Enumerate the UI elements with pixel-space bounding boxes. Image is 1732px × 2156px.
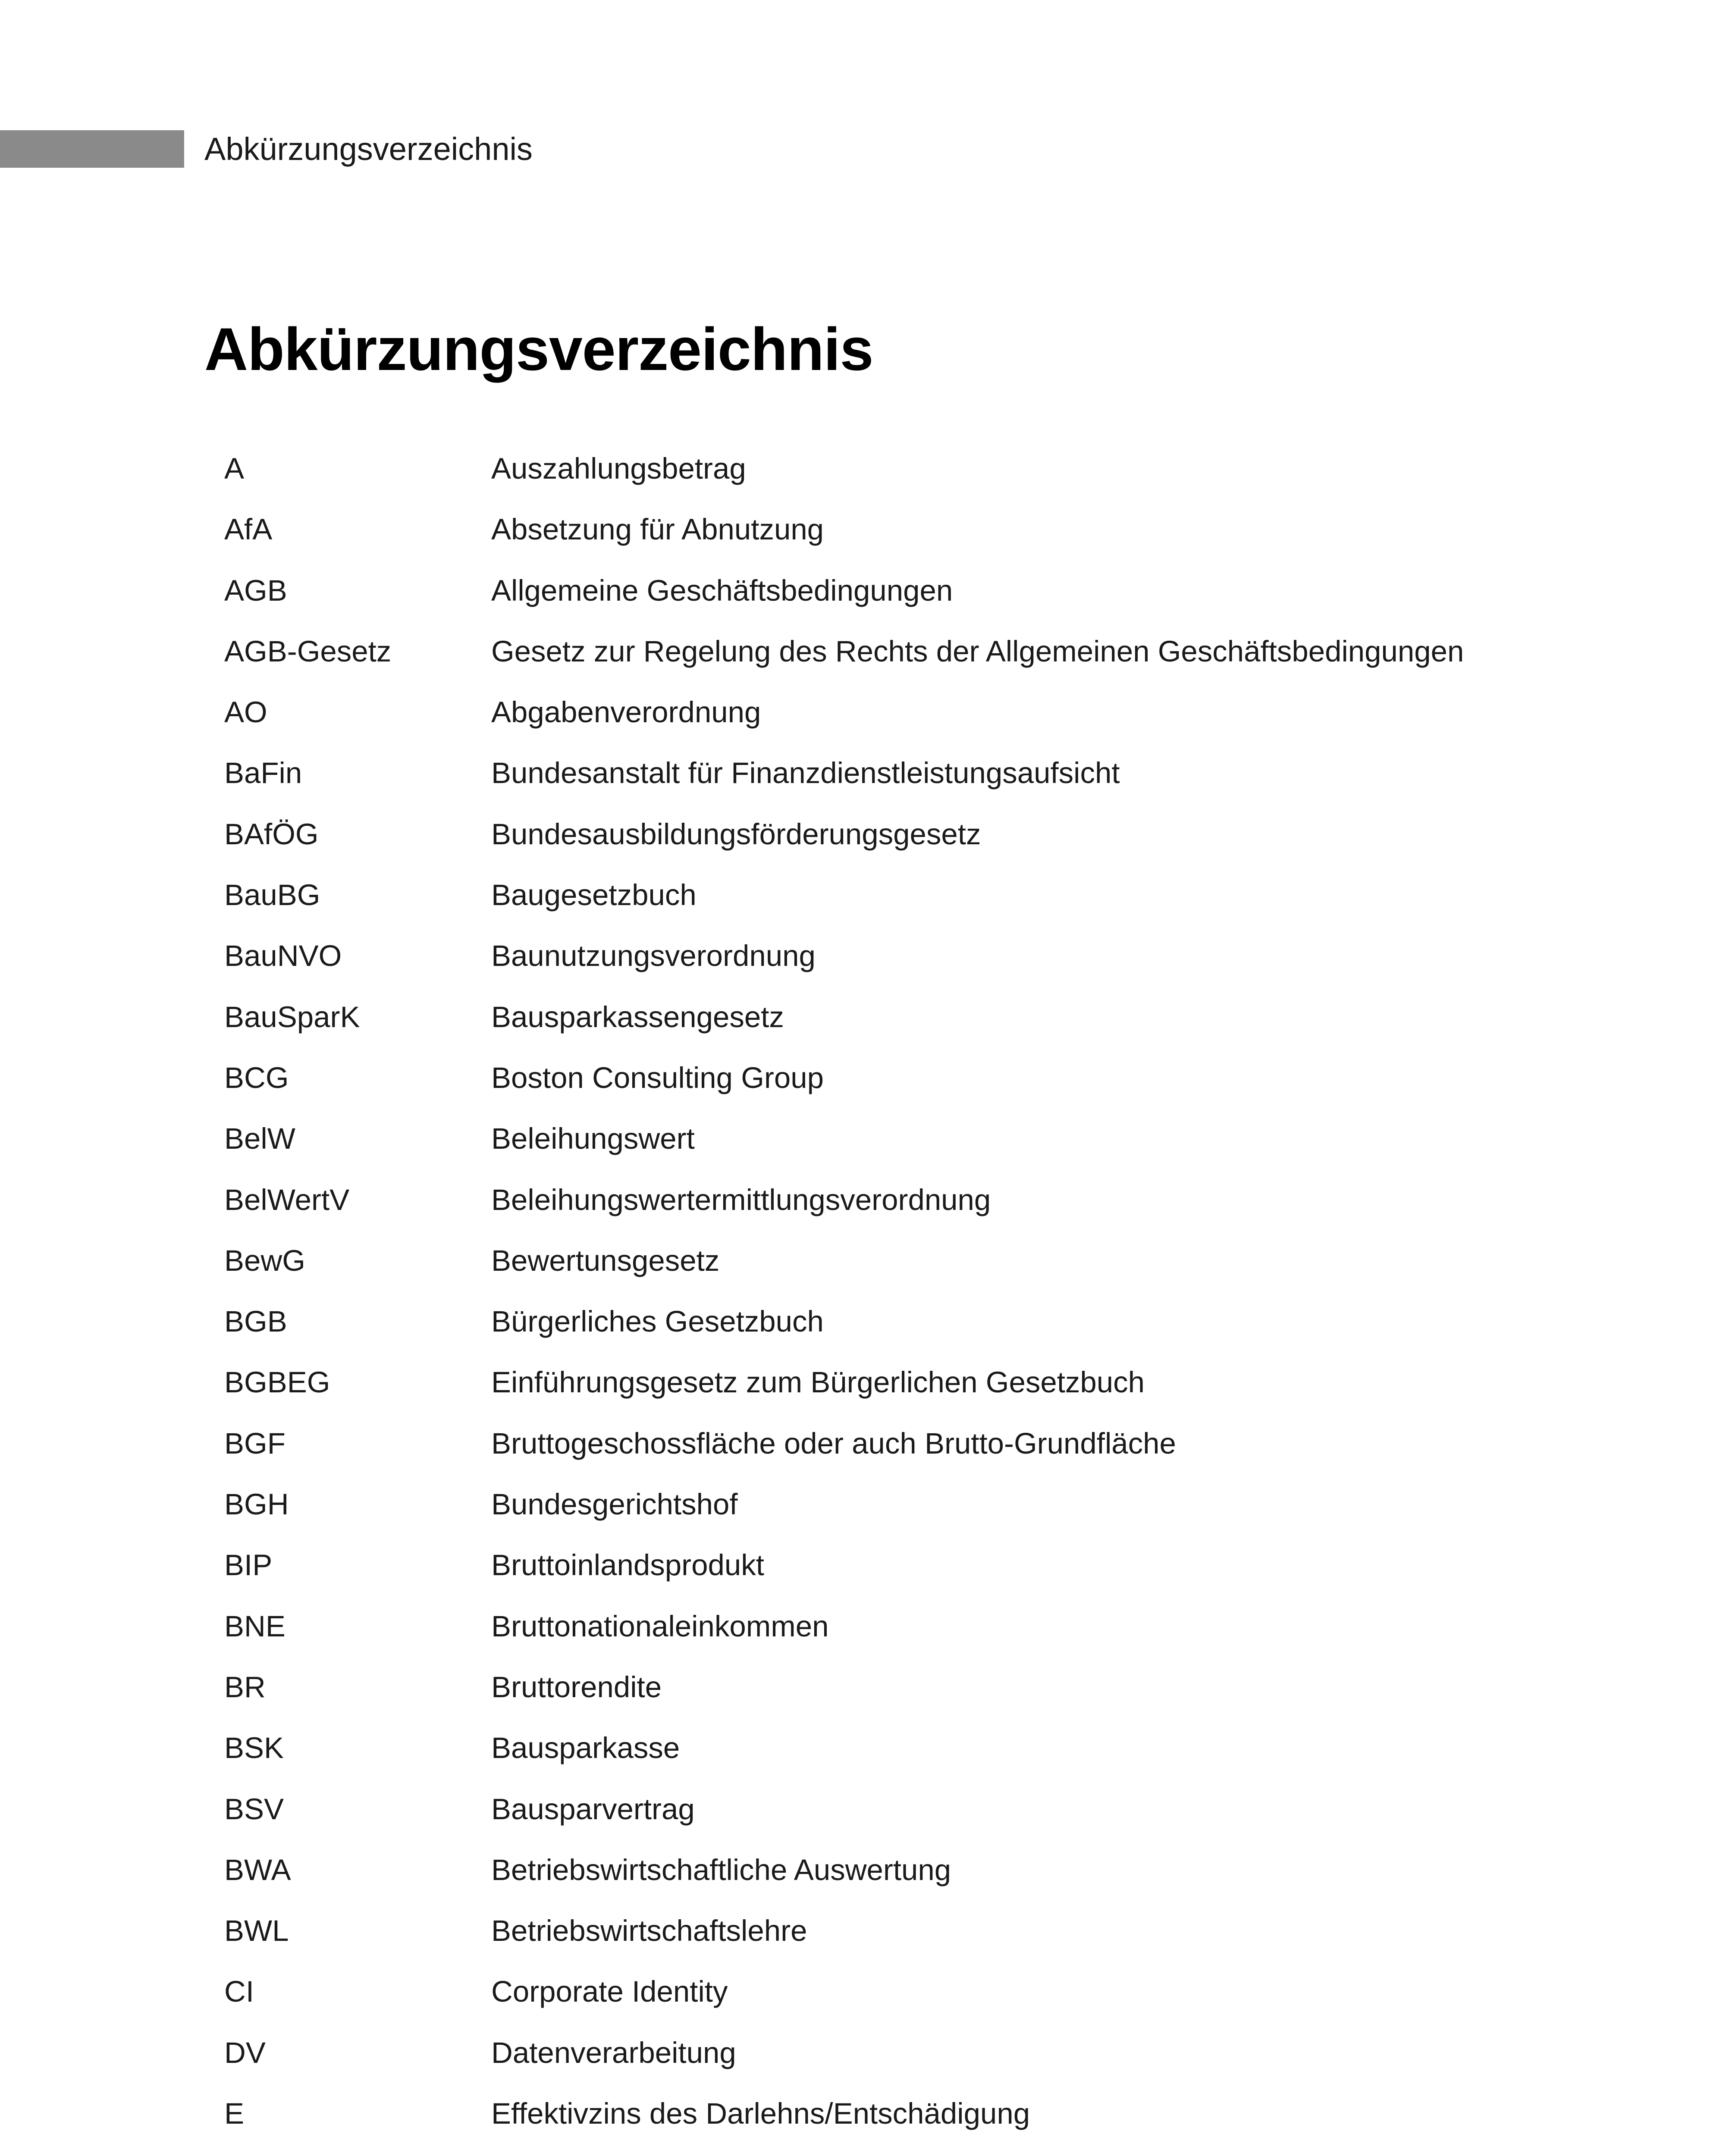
abbreviation-row [224,2092,1518,2153]
abbreviation-meaning: Bundesanstalt für Finanzdienstleistungsaufsicht [491,756,1120,790]
abbreviation-row [224,1970,1518,2031]
abbreviation-list [224,447,1518,2156]
abbreviation-term: BWL [224,1914,289,1948]
abbreviation-term: AGB [224,573,287,607]
abbreviation-meaning [491,2153,804,2156]
abbreviation-term: BSK [224,1731,284,1765]
abbreviation-row [224,1605,1518,1666]
abbreviation-meaning: Bruttogeschossfläche oder auch Brutto-Grundfläche [491,1426,1176,1460]
abbreviation-meaning: Abgabenverordnung [491,696,761,729]
abbreviation-meaning: Beleihungswertermittlungsverordnung [491,1183,991,1216]
abbreviation-row [224,1909,1518,1970]
abbreviation-meaning: Bundesgerichtshof [491,1488,738,1521]
abbreviation-term: BauSparK [224,1000,360,1034]
abbreviation-meaning: Baunutzungsverordnung [491,939,816,973]
abbreviation-meaning: Betriebswirtschaftslehre [491,1914,807,1948]
abbreviation-term: E [224,2097,245,2131]
abbreviation-row [224,1849,1518,1909]
abbreviation-term: BR [224,1670,266,1704]
abbreviation-meaning: Absetzung für Abnutzung [491,513,824,546]
abbreviation-meaning: Bewertunsgesetz [491,1244,720,1277]
abbreviation-meaning: Bruttonationaleinkommen [491,1609,829,1643]
abbreviation-row [224,1727,1518,1787]
abbreviation-row [224,1666,1518,1727]
abbreviation-meaning: Corporate Identity [491,1975,728,2009]
abbreviation-term: BSV [224,1792,284,1826]
abbreviation-term: BGH [224,1488,289,1521]
abbreviation-meaning: Gesetz zur Regelung des Rechts der Allgemeinen Geschäftsbedingungen [491,634,1464,668]
abbreviation-row [224,1178,1518,1239]
abbreviation-term: BGBEG [224,1366,330,1399]
abbreviation-term: BaFin [224,756,302,790]
abbreviation-meaning: Allgemeine Geschäftsbedingungen [491,573,953,607]
abbreviation-meaning: Boston Consulting Group [491,1061,824,1094]
abbreviation-term: CI [224,1975,254,2009]
abbreviation-meaning: Effektivzins des Darlehns/Entschädigung [491,2097,1030,2131]
abbreviation-meaning: Bausparkasse [491,1731,680,1765]
abbreviation-row [224,2031,1518,2092]
abbreviation-row [224,508,1518,569]
abbreviation-term: DV [224,2036,266,2069]
abbreviation-meaning: Bruttorendite [491,1670,662,1704]
abbreviation-term: BNE [224,1609,286,1643]
abbreviation-term: BelWertV [224,1183,350,1216]
abbreviation-term: BauNVO [224,939,342,973]
abbreviation-meaning: Einführungsgesetz zum Bürgerlichen Gesetzbuch [491,1366,1145,1399]
abbreviation-meaning: Auszahlungsbetrag [491,452,746,485]
abbreviation-row [224,569,1518,630]
abbreviation-row [224,1788,1518,1849]
abbreviation-row [224,630,1518,691]
abbreviation-meaning: Bausparkassengesetz [491,1000,784,1034]
abbreviation-row [224,1361,1518,1422]
abbreviation-term: AfA [224,513,273,546]
abbreviation-meaning: Betriebswirtschaftliche Auswertung [491,1853,951,1887]
abbreviation-term: BauBG [224,878,320,912]
abbreviation-term: BIP [224,1548,273,1582]
abbreviation-term: BWA [224,1853,291,1887]
abbreviation-term: AO [224,696,267,729]
abbreviation-term: BCG [224,1061,289,1094]
abbreviation-row [224,752,1518,812]
abbreviation-term: AGB-Gesetz [224,634,392,668]
abbreviation-meaning: Beleihungswert [491,1122,695,1156]
abbreviation-meaning: Baugesetzbuch [491,878,697,912]
abbreviation-row [224,1056,1518,1117]
abbreviation-meaning: Bruttoinlandsprodukt [491,1548,764,1582]
abbreviation-meaning: Datenverarbeitung [491,2036,736,2069]
abbreviation-term: BelW [224,1122,295,1156]
abbreviation-row [224,1117,1518,1178]
abbreviation-row [224,1483,1518,1544]
header-bar [0,130,184,168]
abbreviation-row [224,2153,1518,2156]
abbreviation-row [224,691,1518,752]
abbreviation-row [224,447,1518,508]
abbreviation-row [224,1239,1518,1300]
page-title: Abkürzungsverzeichnis [204,315,873,383]
abbreviation-row [224,1300,1518,1361]
abbreviation-row [224,813,1518,874]
abbreviation-term [224,2153,353,2156]
abbreviation-row [224,1422,1518,1483]
abbreviation-row [224,1544,1518,1604]
abbreviation-term: BewG [224,1244,305,1277]
abbreviation-row [224,996,1518,1056]
abbreviation-meaning: Bürgerliches Gesetzbuch [491,1305,824,1338]
running-head: Abkürzungsverzeichnis [204,131,533,167]
abbreviation-meaning: Bundesausbildungsförderungsgesetz [491,817,981,851]
abbreviation-row [224,874,1518,934]
abbreviation-term: BGB [224,1305,287,1338]
abbreviation-term: A [224,452,245,485]
abbreviation-meaning: Bausparvertrag [491,1792,695,1826]
abbreviation-term: BGF [224,1426,286,1460]
abbreviation-row [224,934,1518,995]
abbreviation-term: BAfÖG [224,817,319,851]
